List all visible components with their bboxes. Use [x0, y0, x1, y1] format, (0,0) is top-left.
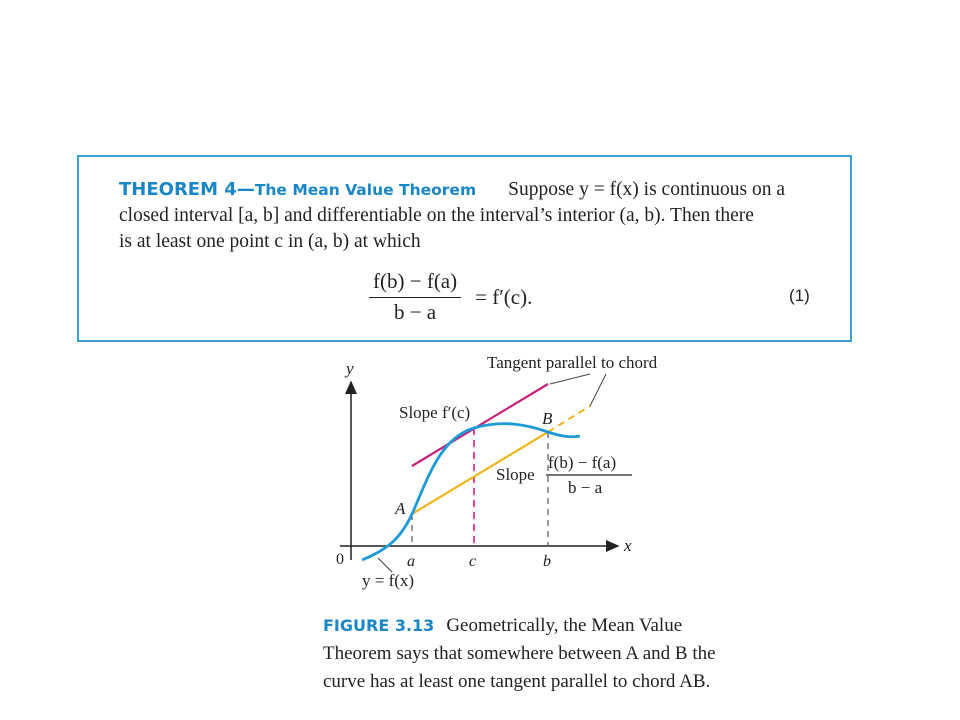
slope-chord-denominator: b − a	[568, 478, 603, 497]
caption-label: FIGURE 3.13	[323, 616, 435, 635]
tick-c: c	[469, 553, 477, 570]
slope-tangent-label: Slope f′(c)	[399, 403, 471, 422]
slope-chord-numerator: f(b) − f(a)	[548, 453, 617, 472]
curve-leader	[378, 558, 392, 572]
equation-number: (1)	[789, 286, 810, 305]
x-axis-label: x	[624, 536, 632, 555]
theorem-line-2: closed interval [a, b] and differentiable on the interval’s interior (a, b). Then there	[119, 205, 754, 226]
slope-chord-label: Slope	[496, 465, 535, 484]
formula-numerator: f(b) − f(a)	[373, 269, 458, 293]
origin-label: 0	[336, 551, 344, 568]
theorem-dash: —	[236, 179, 255, 200]
chord-leader	[590, 374, 606, 406]
curve-label: y = f(x)	[362, 571, 415, 590]
function-curve	[362, 424, 580, 560]
formula-rhs: = f′(c).	[475, 284, 533, 309]
chord-extension	[548, 406, 590, 432]
theorem-line-1: Suppose y = f(x) is continuous on a	[508, 179, 786, 200]
tangent-annotation: Tangent parallel to chord	[487, 353, 658, 372]
tick-b: b	[543, 553, 551, 570]
caption-text: Geometrically, the Mean Value Theorem says that somewhere between A and B the curve has at least one tangent parallel to chord AB.	[323, 615, 716, 692]
tangent-leader	[550, 374, 590, 384]
theorem-label: THEOREM 4	[119, 179, 237, 200]
point-b-label: B	[542, 409, 553, 428]
tick-a: a	[407, 553, 415, 570]
theorem-name: The Mean Value Theorem	[254, 181, 477, 199]
figure-caption	[323, 612, 723, 696]
y-axis-label: y	[346, 359, 354, 378]
formula-denominator: b − a	[369, 297, 461, 325]
theorem-line-3: is at least one point c in (a, b) at which	[119, 231, 421, 252]
point-a-label: A	[395, 499, 406, 518]
